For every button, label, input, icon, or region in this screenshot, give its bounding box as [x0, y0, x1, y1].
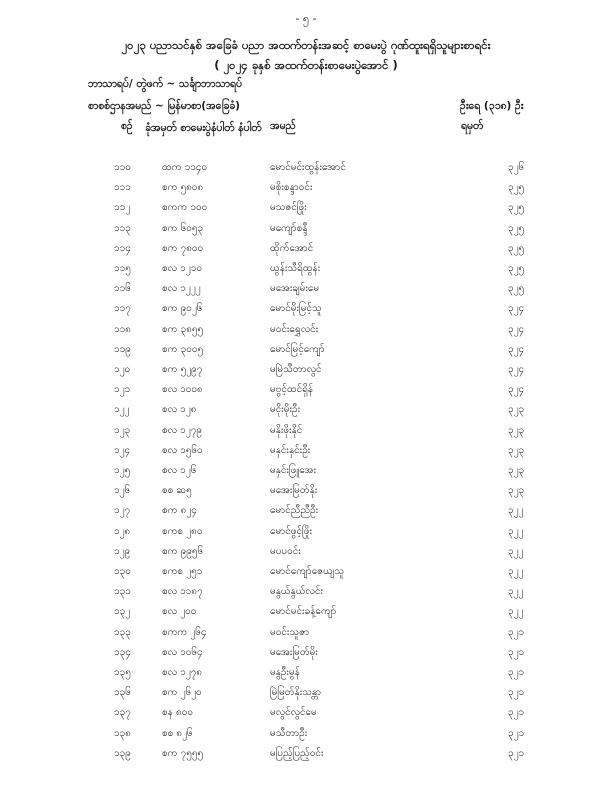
row-marks: ၃၂၅: [508, 222, 525, 234]
row-roll-number: စကစ ၂၅၁: [162, 566, 203, 577]
page-subtitle: ( ၂၀၂၄ ခုနှစ် အထက်တန်းစာမေးပွဲအောင် ): [214, 58, 398, 72]
table-row: [0, 463, 612, 483]
row-name: မမြဲသီတာလွင်: [270, 364, 322, 375]
row-name: မကျော်စန္ဒီ: [270, 222, 308, 234]
page-title: ၂၀၂၃ ပညာသင်နှစ် အခြေခံ ပညာ အထက်တန်းအဆင့် စာမေးပွဲ ဂုဏ်ထူးရရှိသူများစာရင်း: [121, 38, 491, 52]
table-row: [0, 564, 612, 584]
row-marks: ၃၂၃: [508, 465, 525, 476]
table-row: [0, 342, 612, 362]
row-name: မအေးမြတ်မိုး: [270, 646, 318, 658]
row-marks: ၃၂၂: [508, 586, 524, 598]
row-no: ၁၂၀: [114, 364, 131, 375]
row-roll-number: စက ၉၀၂၆: [162, 303, 203, 315]
row-roll-number: စက ၂၆၂၀: [162, 687, 202, 699]
table-row: [0, 544, 612, 564]
row-name: မဝင်းသူဇာ: [270, 626, 310, 638]
row-no: ၁၂၃: [114, 424, 131, 436]
row-roll-number: စက ၅၈၀၈: [162, 182, 204, 194]
row-no: ၁၃၁: [114, 586, 131, 598]
row-marks: ၃၂၄: [508, 343, 525, 355]
row-marks: ၃၂၃: [508, 444, 525, 456]
table-row: [0, 645, 612, 665]
table-row: [0, 362, 612, 382]
row-name: မစိုးစန္ဒာဝင်း: [270, 182, 313, 194]
table-row: [0, 261, 612, 281]
row-marks: ၃၂၁: [508, 667, 525, 678]
row-marks: ၃၂၂: [508, 606, 524, 618]
row-marks: ၃၂၁: [508, 646, 525, 658]
table-row: [0, 382, 612, 402]
row-roll-number: စက ၃၈၅၅: [162, 323, 204, 335]
row-marks: ၃၂၃: [508, 424, 525, 436]
row-no: ၁၂၈: [114, 525, 131, 537]
row-no: ၁၃၃: [114, 626, 131, 638]
header-no: စဉ်: [121, 120, 133, 132]
row-roll-number: စလ ၁၂၈: [162, 404, 197, 416]
row-roll-number: စလ ၂၀၀: [162, 606, 197, 618]
row-name: မောင်မိုးမြင့်သူ: [270, 303, 322, 315]
row-roll-number: စက ၈၂၄: [162, 505, 197, 517]
table-row: [0, 685, 612, 705]
row-no: ၁၁၇: [114, 303, 131, 315]
table-row: [0, 584, 612, 604]
row-name: မအေးချမ်းမေ: [270, 283, 320, 295]
row-roll-number: စလ ၁၂၆: [162, 465, 197, 476]
row-no: ၁၃၈: [114, 727, 131, 739]
row-no: ၁၁၅: [114, 263, 131, 274]
row-marks: ၃၂၂: [508, 525, 524, 537]
row-name: မောင်ကျော်ဇေယျသူ: [270, 566, 345, 577]
row-marks: ၃၂၁: [508, 626, 525, 638]
row-marks: ၃၂၅: [508, 242, 525, 254]
row-marks: ၃၂၁: [508, 727, 525, 739]
row-no: ၁၂၇: [114, 505, 131, 517]
row-marks: ၃၂၂: [508, 566, 524, 577]
row-no: ၁၃၄: [114, 646, 131, 658]
row-name: မောင်မင်းထွန်းအောင်: [270, 162, 346, 173]
row-name: မနိုးဖိုးနိုင်: [270, 424, 303, 436]
table-row: [0, 625, 612, 645]
row-roll-number: စလ ၁၁၈၇: [162, 586, 203, 598]
table-row: [0, 524, 612, 544]
row-name: မြဲမြတ်နိုးသန္တာ: [270, 687, 322, 699]
row-roll-number: စကက ၂၆၄: [162, 626, 207, 638]
table-row: [0, 443, 612, 463]
row-marks: ၃၂၁: [508, 707, 525, 719]
row-roll-number: စလ ၁၂၇၉: [162, 424, 202, 436]
row-name: ယွန်းသီရိထွန်း: [270, 263, 321, 274]
row-no: ၁၃၀: [114, 566, 131, 577]
row-no: ၁၁၃: [114, 222, 131, 234]
row-no: ၁၁၁: [114, 182, 131, 194]
row-name: မနွယ်နွယ်လင်း: [270, 586, 323, 598]
row-marks: ၃၂၁: [508, 747, 525, 759]
row-marks: ၃၂၄: [508, 303, 525, 315]
row-no: ၁၁၀: [114, 162, 131, 173]
row-roll-number: ထက ၁၁၄၀: [162, 162, 208, 173]
table-row: [0, 665, 612, 685]
row-no: ၁၂၅: [114, 465, 131, 476]
row-no: ၁၂၉: [114, 545, 131, 557]
row-roll-number: စစ ၈၂၆: [162, 727, 193, 739]
row-roll-number: စလ ၁၀၀၈: [162, 384, 203, 396]
table-row: [0, 241, 612, 261]
row-name: မပြည့်ပြည့်ဝင်း: [270, 747, 324, 759]
row-roll-number: စလ ၁၂၁၀: [162, 263, 202, 274]
row-marks: ၃၂၄: [508, 323, 525, 335]
table-row: [0, 200, 612, 220]
row-no: ၁၃၇: [114, 707, 131, 719]
row-name: မဗွင့်ထင်ရှိန်: [270, 384, 314, 396]
row-no: ၁၁၂: [114, 202, 131, 214]
row-marks: ၃၂၄: [508, 384, 525, 396]
row-name: မောင်ဖွင့်ဖြိုး: [270, 525, 312, 537]
table-row: [0, 604, 612, 624]
row-no: ၁၁၈: [114, 323, 131, 335]
row-roll-number: စက ၅၂၉၇: [162, 364, 203, 375]
table-row: [0, 483, 612, 503]
row-no: ၁၂၁: [114, 384, 131, 396]
row-roll-number: စက ၆၀၅၃: [162, 222, 204, 234]
row-no: ၁၃၉: [114, 747, 131, 759]
header-roll: ခုံအမှတ် စာမေးပွဲနံပါတ် နံပါတ်: [145, 122, 262, 134]
row-name: မောင်မြင့်ကျော်: [270, 343, 325, 355]
row-roll-number: စက ၃၀၀၅: [162, 343, 204, 355]
row-name: မနှင်းဖြူအေး: [270, 465, 316, 476]
row-marks: ၃၂၃: [508, 485, 525, 497]
column-headers: [0, 120, 612, 154]
row-no: ၁၃၅: [114, 667, 131, 678]
table-row: [0, 322, 612, 342]
table-row: [0, 160, 612, 180]
row-marks: ၃၂၁: [508, 687, 525, 699]
header-marks: ရမှတ်: [461, 120, 484, 132]
row-no: ၁၂၂: [114, 404, 130, 416]
row-roll-number: စလ ၁၀၆၄: [162, 646, 203, 658]
row-name: မလွင်လွင်မေ: [270, 707, 317, 719]
row-name: မဝင်းရွှေလင်း: [270, 323, 319, 335]
row-roll-number: စလ ၁၂၂၂: [162, 283, 201, 295]
table-row: [0, 180, 612, 200]
row-roll-number: စလ ၁၂၇၈: [162, 667, 203, 678]
table-row: [0, 301, 612, 321]
row-roll-number: စက ၇၈၀၀: [162, 242, 204, 254]
row-roll-number: စစ ဆ၅: [162, 485, 192, 497]
table-row: [0, 746, 612, 766]
row-name: မအေးမြတ်နိုး: [270, 485, 318, 497]
row-marks: ၃၂၃: [508, 404, 525, 416]
row-name: မနှင်းနှင်းဦး: [270, 444, 311, 456]
table-row: [0, 402, 612, 422]
table-row: [0, 705, 612, 725]
row-name: မနွဦးမွန်: [270, 667, 300, 678]
row-no: ၁၁၆: [114, 283, 131, 295]
table-row: [0, 281, 612, 301]
row-marks: ၃၂၄: [508, 364, 525, 375]
row-name: မပပဝင်း: [270, 545, 301, 557]
header-name: အမည်: [270, 120, 296, 132]
table-row: [0, 423, 612, 443]
row-no: ၁၃၂: [114, 606, 131, 618]
row-name: ထိုက်အောင်: [270, 242, 314, 254]
row-roll-number: စလ ၁၅၆၀: [162, 444, 203, 456]
row-roll-number: စန ၈၀၀: [162, 707, 193, 719]
row-marks: ၃၂၂: [508, 505, 524, 517]
row-roll-number: စကစ ၂၈၀: [162, 525, 203, 537]
row-roll-number: စက ၉၉၅၆: [162, 545, 204, 557]
row-marks: ၃၂၆: [508, 162, 525, 173]
row-marks: ၃၂၅: [508, 263, 525, 274]
row-name: မသဇင်ဖြိုး: [270, 202, 307, 214]
row-no: ၁၂၆: [114, 485, 131, 497]
row-name: မငိုးမိုးဦး: [270, 404, 301, 416]
row-marks: ၃၂၅: [508, 202, 525, 214]
row-marks: ၃၂၅: [508, 283, 525, 295]
row-no: ၁၁၄: [114, 242, 131, 254]
subject-line: ဘာသာရပ်/ တွဲဖက် ~ သင်္ချာဘာသာရပ်: [88, 78, 242, 90]
row-no: ၁၂၄: [114, 444, 131, 456]
row-roll-number: စကက ၁၀၀: [162, 202, 208, 214]
row-no: ၁၁၉: [114, 343, 131, 355]
total-count: ဦးရေ (၃၁၈) ဦး: [460, 100, 524, 112]
table-row: [0, 503, 612, 523]
row-no: ၁၃၆: [114, 687, 131, 699]
row-name: မောင်မင်းခန့်ကျော်: [270, 606, 337, 618]
row-marks: ၃၂၅: [508, 182, 525, 194]
row-marks: ၃၂၂: [508, 545, 524, 557]
row-name: မသီတာဦး: [270, 727, 308, 739]
page-number: - ၅ -: [295, 12, 317, 25]
table-row: [0, 221, 612, 241]
row-name: မောင်ညီညီဦး: [270, 505, 319, 517]
table-row: [0, 726, 612, 746]
exam-line: စာစစ်ဌာနအမည် ~ မြန်မာစာ(အခြေခံ): [88, 100, 240, 112]
row-roll-number: စက ၇၅၅၅: [162, 747, 204, 759]
